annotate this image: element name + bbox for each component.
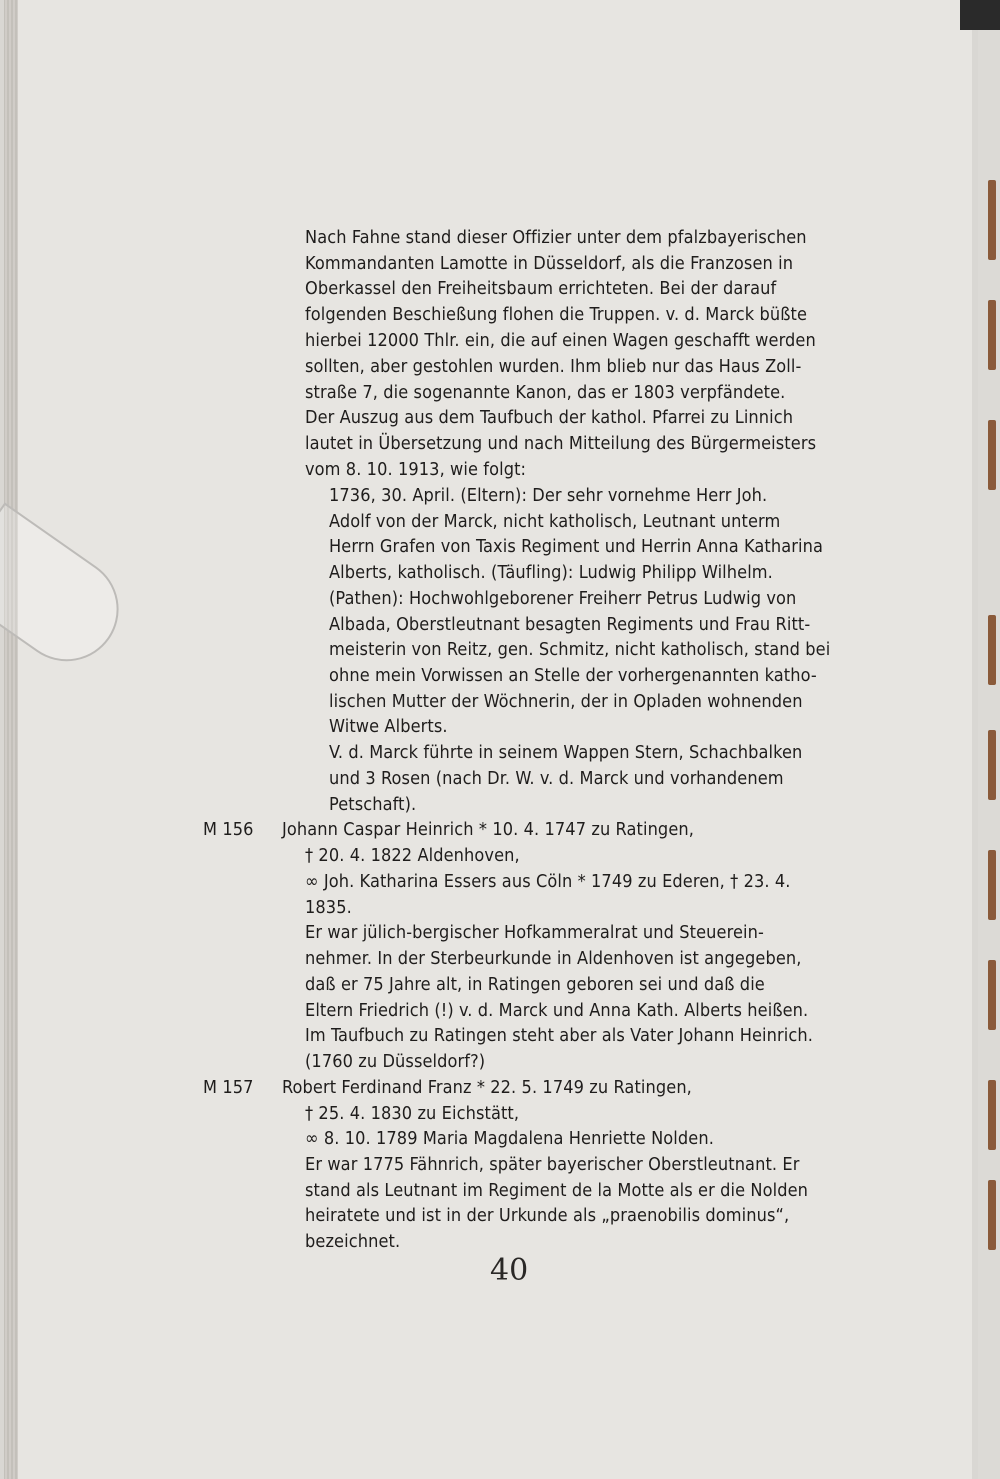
- entry-line: nehmer. In der Sterbeurkunde in Aldenhoven ist angegeben,: [305, 948, 802, 969]
- entry-line: stand als Leutnant im Regiment de la Motte als er die Nolden: [305, 1180, 809, 1201]
- margin-label: M 157: [203, 1077, 254, 1098]
- body-line: Nach Fahne stand dieser Offizier unter dem pfalzbayerischen: [305, 227, 807, 248]
- quote-line: Petschaft).: [329, 794, 417, 815]
- quote-line: 1736, 30. April. (Eltern): Der sehr vornehme Herr Joh.: [329, 485, 768, 506]
- quote-line: und 3 Rosen (nach Dr. W. v. d. Marck und vorhandenem: [329, 768, 784, 789]
- entry-line: Robert Ferdinand Franz * 22. 5. 1749 zu Ratingen,: [282, 1077, 692, 1098]
- page-number: 40: [490, 1253, 529, 1288]
- body-line: lautet in Übersetzung und nach Mitteilung des Bürgermeisters: [305, 433, 817, 454]
- quote-line: Alberts, katholisch. (Täufling): Ludwig Philipp Wilhelm.: [329, 562, 773, 583]
- quote-line: Albada, Oberstleutnant besagten Regiments und Frau Ritt-: [329, 614, 811, 635]
- entry-line: heiratete und ist in der Urkunde als „praenobilis dominus“,: [305, 1205, 790, 1226]
- body-line: sollten, aber gestohlen wurden. Ihm blieb nur das Haus Zoll-: [305, 356, 802, 377]
- body-line: Der Auszug aus dem Taufbuch der kathol. Pfarrei zu Linnich: [305, 407, 794, 428]
- entry-line: 1835.: [305, 897, 352, 918]
- margin-label: M 156: [203, 819, 254, 840]
- quote-line: Witwe Alberts.: [329, 716, 448, 737]
- entry-line: † 25. 4. 1830 zu Eichstätt,: [305, 1103, 520, 1124]
- entry-line: Im Taufbuch zu Ratingen steht aber als Vater Johann Heinrich.: [305, 1025, 813, 1046]
- body-line: hierbei 12000 Thlr. ein, die auf einen Wagen geschafft werden: [305, 330, 816, 351]
- quote-line: meisterin von Reitz, gen. Schmitz, nicht katholisch, stand bei: [329, 639, 831, 660]
- entry-line: ∞ Joh. Katharina Essers aus Cöln * 1749 zu Ederen, † 23. 4.: [305, 871, 791, 892]
- entry-line: (1760 zu Düsseldorf?): [305, 1051, 486, 1072]
- quote-line: (Pathen): Hochwohlgeborener Freiherr Petrus Ludwig von: [329, 588, 797, 609]
- body-line: straße 7, die sogenannte Kanon, das er 1803 verpfändete.: [305, 382, 786, 403]
- quote-line: V. d. Marck führte in seinem Wappen Stern, Schachbalken: [329, 742, 803, 763]
- quote-line: Herrn Grafen von Taxis Regiment und Herrin Anna Katharina: [329, 536, 823, 557]
- body-line: Oberkassel den Freiheitsbaum errichteten. Bei der darauf: [305, 278, 777, 299]
- quote-line: ohne mein Vorwissen an Stelle der vorhergenannten katho-: [329, 665, 817, 686]
- body-line: folgenden Beschießung flohen die Truppen. v. d. Marck büßte: [305, 304, 808, 325]
- entry-line: Johann Caspar Heinrich * 10. 4. 1747 zu Ratingen,: [282, 819, 694, 840]
- entry-line: ∞ 8. 10. 1789 Maria Magdalena Henriette Nolden.: [305, 1128, 714, 1149]
- entry-line: Er war jülich-bergischer Hofkammeralrat und Steuerein-: [305, 922, 764, 943]
- body-line: Kommandanten Lamotte in Düsseldorf, als die Franzosen in: [305, 253, 794, 274]
- entry-line: Eltern Friedrich (!) v. d. Marck und Anna Kath. Alberts heißen.: [305, 1000, 809, 1021]
- entry-line: † 20. 4. 1822 Aldenhoven,: [305, 845, 520, 866]
- entry-line: daß er 75 Jahre alt, in Ratingen geboren sei und daß die: [305, 974, 765, 995]
- quote-line: lischen Mutter der Wöchnerin, der in Opladen wohnenden: [329, 691, 803, 712]
- entry-line: Er war 1775 Fähnrich, später bayerischer Oberstleutnant. Er: [305, 1154, 800, 1175]
- body-line: vom 8. 10. 1913, wie folgt:: [305, 459, 527, 480]
- entry-line: bezeichnet.: [305, 1231, 401, 1252]
- quote-line: Adolf von der Marck, nicht katholisch, Leutnant unterm: [329, 511, 781, 532]
